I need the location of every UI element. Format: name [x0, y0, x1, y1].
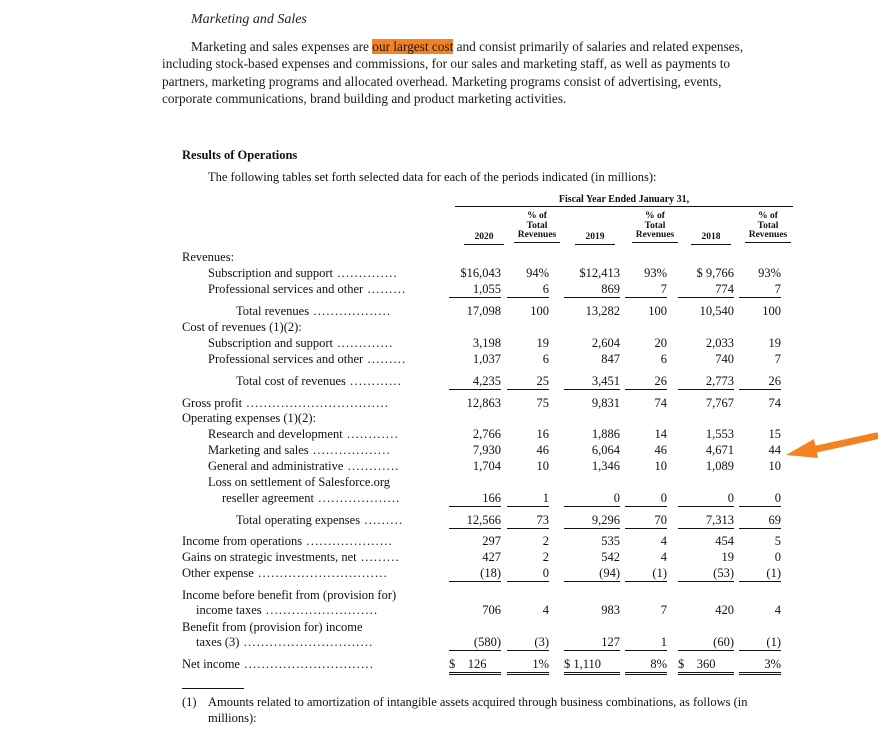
- table-cell: 7,767: [705, 396, 734, 410]
- column-header: % of Total Revenues: [632, 212, 678, 243]
- row-label: income taxes ..........................: [196, 603, 379, 617]
- table-cell: 12,863: [466, 396, 501, 410]
- table-cell: 774: [678, 282, 734, 298]
- table-cell: 100: [648, 304, 667, 318]
- column-header: 2019: [575, 233, 615, 245]
- table-cell: $12,413: [579, 266, 620, 280]
- table-cell: (580): [449, 635, 501, 651]
- table-cell: 12,566: [449, 513, 501, 529]
- table-cell: 3%: [739, 657, 781, 675]
- row-label: Marketing and sales ..................: [208, 443, 391, 457]
- row-label: Other expense ..............................: [182, 566, 388, 580]
- table-cell: 19: [768, 336, 781, 350]
- table-cell: $ 9,766: [696, 266, 734, 280]
- footnote-number: (1): [182, 695, 197, 709]
- table-cell: 0: [678, 491, 734, 507]
- table-cell: (53): [678, 566, 734, 582]
- table-cell: 94%: [526, 266, 549, 280]
- table-cell: 19: [721, 550, 734, 564]
- table-cell: 2,604: [591, 336, 620, 350]
- table-cell: 8%: [625, 657, 667, 675]
- table-cell: 16: [536, 427, 549, 441]
- table-cell: (94): [564, 566, 620, 582]
- row-label: Net income ..............................: [182, 657, 375, 671]
- column-header: 2020: [464, 233, 504, 245]
- table-cell: 9,296: [564, 513, 620, 529]
- table-cell: 0: [774, 550, 781, 564]
- table-cell: 2: [542, 550, 549, 564]
- table-cell: 166: [449, 491, 501, 507]
- column-header: 2018: [691, 233, 731, 245]
- table-cell: 2,033: [705, 336, 734, 350]
- table-cell: 6: [660, 352, 667, 366]
- row-label: Loss on settlement of Salesforce.org: [208, 475, 391, 489]
- results-title: Results of Operations: [182, 148, 298, 162]
- intro-paragraph: [162, 38, 812, 107]
- row-label: reseller agreement ...................: [222, 491, 401, 505]
- column-header: % of Total Revenues: [514, 212, 560, 243]
- table-cell: 14: [654, 427, 667, 441]
- table-cell: 7: [625, 282, 667, 298]
- row-label: Income from operations ....................: [182, 534, 393, 548]
- table-cell: 127: [564, 635, 620, 651]
- table-cell: 1,089: [705, 459, 734, 473]
- table-cell: 7: [739, 282, 781, 298]
- table-cell: 6: [507, 282, 549, 298]
- table-cell: 1,037: [472, 352, 501, 366]
- table-cell: 0: [507, 566, 549, 582]
- table-cell: 7,313: [678, 513, 734, 529]
- highlighted-phrase: our largest cost: [372, 39, 454, 54]
- table-cell: (1): [739, 566, 781, 582]
- row-label: Revenues:: [182, 250, 235, 264]
- intro-line-3: partners, marketing programs and allocated overhead. Marketing programs consist of advertising, events,: [162, 73, 722, 89]
- results-description: The following tables set forth selected data for each of the periods indicated (in millions):: [208, 170, 657, 184]
- table-cell: 13,282: [585, 304, 620, 318]
- table-cell: 454: [715, 534, 734, 548]
- row-label: Research and development ............: [208, 427, 399, 441]
- table-cell: 1,055: [449, 282, 501, 298]
- table-cell: 4,671: [705, 443, 734, 457]
- table-cell: 100: [530, 304, 549, 318]
- table-cell: 19: [536, 336, 549, 350]
- section-title: Marketing and Sales: [191, 12, 307, 27]
- footnote-divider: [182, 688, 244, 689]
- row-label: Professional services and other .........: [208, 282, 407, 296]
- table-cell: 100: [762, 304, 781, 318]
- table-cell: (60): [678, 635, 734, 651]
- table-cell: 69: [739, 513, 781, 529]
- row-label: taxes (3) ..............................: [196, 635, 374, 649]
- table-cell: 0: [625, 491, 667, 507]
- table-cell: 10,540: [699, 304, 734, 318]
- table-cell: 5: [774, 534, 781, 548]
- table-cell: 17,098: [466, 304, 501, 318]
- row-label: Operating expenses (1)(2):: [182, 411, 316, 425]
- row-label: Gains on strategic investments, net .........: [182, 550, 400, 564]
- table-cell: 6: [542, 352, 549, 366]
- table-cell: 1: [507, 491, 549, 507]
- arrow-left-icon: [782, 428, 878, 464]
- table-cell: 4: [660, 534, 667, 548]
- table-cell: 20: [654, 336, 667, 350]
- row-label: Total operating expenses .........: [236, 513, 404, 527]
- table-cell: 7,930: [472, 443, 501, 457]
- intro-line-2: including stock-based expenses and commissions, for our sales and marketing staff, as well as payments to: [162, 56, 731, 72]
- fiscal-year-header: Fiscal Year Ended January 31,: [455, 194, 793, 207]
- table-cell: 2: [542, 534, 549, 548]
- table-cell: 26: [625, 374, 667, 390]
- column-header: % of Total Revenues: [745, 212, 791, 243]
- footnote-text: Amounts related to amortization of intangible assets acquired through business combinations, as follows (in millions):: [208, 695, 748, 725]
- row-label: Total revenues ..................: [236, 304, 392, 318]
- table-cell: 9,831: [591, 396, 620, 410]
- table-cell: 93%: [644, 266, 667, 280]
- table-cell: 4,235: [449, 374, 501, 390]
- table-cell: 1: [625, 635, 667, 651]
- table-cell: 93%: [758, 266, 781, 280]
- table-cell: 427: [482, 550, 501, 564]
- table-cell: 46: [536, 443, 549, 457]
- table-cell: 297: [482, 534, 501, 548]
- table-cell: 420: [715, 603, 734, 617]
- table-cell: 535: [601, 534, 620, 548]
- row-label: Subscription and support .............: [208, 336, 394, 350]
- table-cell: 46: [654, 443, 667, 457]
- table-cell: 2,773: [678, 374, 734, 390]
- table-cell: 869: [564, 282, 620, 298]
- table-cell: 4: [660, 550, 667, 564]
- table-cell: 706: [482, 603, 501, 617]
- row-label: Total cost of revenues ............: [236, 374, 403, 388]
- table-cell: 4: [542, 603, 549, 617]
- table-cell: 0: [739, 491, 781, 507]
- table-cell: 7: [774, 352, 781, 366]
- table-cell: 44: [768, 443, 781, 457]
- table-cell: 1,553: [705, 427, 734, 441]
- table-cell: 2,766: [472, 427, 501, 441]
- row-label: Benefit from (provision for) income: [182, 620, 363, 634]
- row-label: Cost of revenues (1)(2):: [182, 320, 302, 334]
- table-cell: 15: [768, 427, 781, 441]
- table-cell: 10: [768, 459, 781, 473]
- table-cell: 1%: [507, 657, 549, 675]
- table-cell: (1): [739, 635, 781, 651]
- intro-line-1: Marketing and sales expenses are our largest cost and consist primarily of salaries and related expenses,: [191, 39, 744, 54]
- table-cell: 0: [564, 491, 620, 507]
- table-cell: 3,451: [564, 374, 620, 390]
- table-cell: 7: [660, 603, 667, 617]
- table-cell: (3): [507, 635, 549, 651]
- row-label: Subscription and support ..............: [208, 266, 398, 280]
- row-label: Professional services and other .........: [208, 352, 407, 366]
- table-cell: 10: [536, 459, 549, 473]
- table-cell: 4: [774, 603, 781, 617]
- table-cell: 10: [654, 459, 667, 473]
- table-cell: 74: [768, 396, 781, 410]
- table-cell: 74: [654, 396, 667, 410]
- table-cell: (18): [449, 566, 501, 582]
- table-cell: 983: [601, 603, 620, 617]
- table-cell: 70: [625, 513, 667, 529]
- table-cell: 73: [507, 513, 549, 529]
- table-cell: 740: [715, 352, 734, 366]
- table-cell: 3,198: [472, 336, 501, 350]
- table-cell: 1,886: [591, 427, 620, 441]
- row-label: Income before benefit from (provision for): [182, 588, 397, 602]
- table-cell: 6,064: [591, 443, 620, 457]
- table-cell: $ 126: [449, 657, 501, 675]
- intro-line-4: corporate communications, brand building and product marketing activities.: [162, 90, 567, 106]
- table-cell: 75: [536, 396, 549, 410]
- table-cell: 1,346: [591, 459, 620, 473]
- table-cell: 847: [601, 352, 620, 366]
- table-cell: $ 1,110: [564, 657, 620, 675]
- row-label: General and administrative ............: [208, 459, 400, 473]
- table-cell: 542: [601, 550, 620, 564]
- table-cell: 1,704: [472, 459, 501, 473]
- row-label: Gross profit .................................: [182, 396, 390, 410]
- table-cell: 25: [507, 374, 549, 390]
- table-cell: (1): [625, 566, 667, 582]
- table-cell: $ 360: [678, 657, 734, 675]
- table-cell: $16,043: [460, 266, 501, 280]
- table-cell: 26: [739, 374, 781, 390]
